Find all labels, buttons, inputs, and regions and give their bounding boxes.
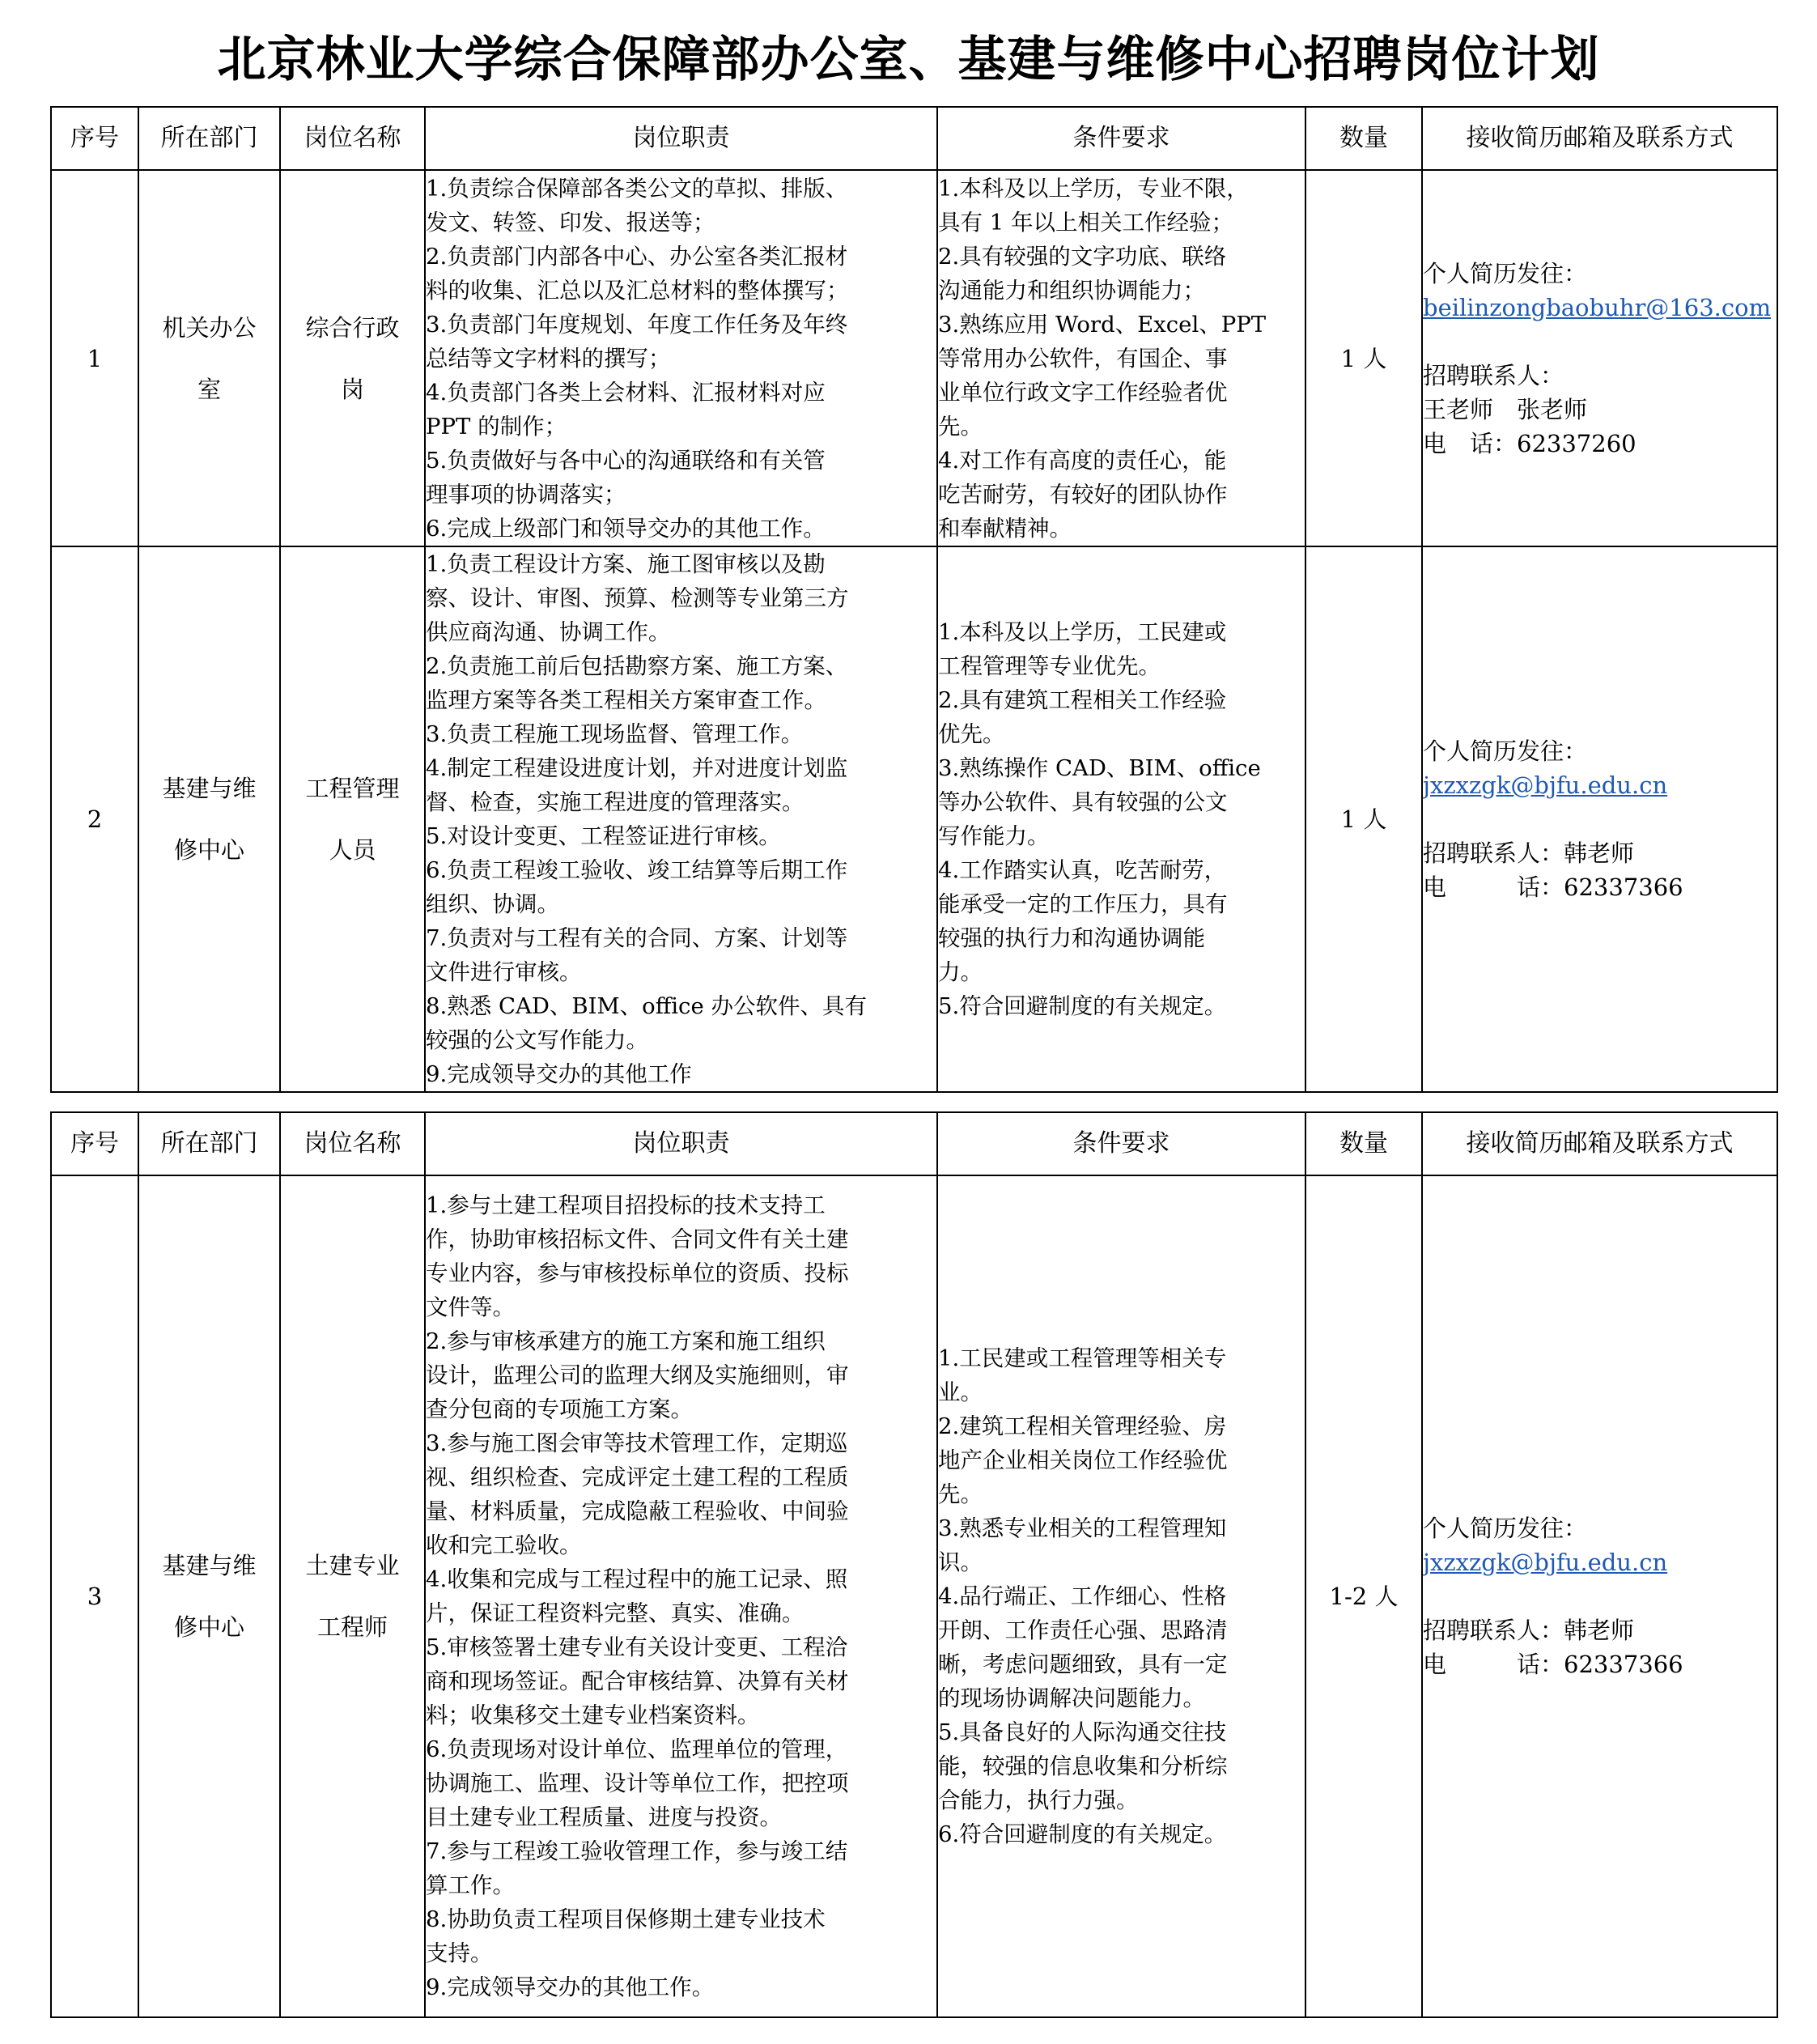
dept-line: 机关办公 [162, 313, 257, 342]
contact-person-label: 招聘联系人： [1423, 361, 1564, 389]
text-line: 设计，监理公司的监理大纲及实施细则，审 [426, 1362, 849, 1388]
text-line: 组织、协调。 [426, 891, 559, 917]
text-line: 合能力，执行力强。 [938, 1787, 1139, 1813]
row-requirements [937, 546, 1305, 1092]
row-count: 1 人 [1305, 546, 1422, 1092]
text-line: 5.符合回避制度的有关规定。 [938, 993, 1227, 1019]
text-line: 先。 [938, 413, 983, 440]
position-line: 工程师 [316, 1613, 388, 1641]
header-duties: 岗位职责 [425, 107, 937, 170]
dept-line: 修中心 [173, 836, 244, 864]
row-count: 1 人 [1305, 170, 1422, 546]
text-line: 督、检查，实施工程进度的管理落实。 [426, 789, 804, 815]
text-line: 业单位行政文字工作经验者优 [938, 379, 1228, 406]
row-duties [425, 546, 937, 1092]
text-line: 4.收集和完成与工程过程中的施工记录、照 [426, 1566, 848, 1592]
row-no: 1 [51, 170, 138, 546]
text-line: 优先。 [938, 721, 1005, 747]
text-line: 3.熟练操作 CAD、BIM、office [938, 755, 1261, 781]
text-line: 具有 1 年以上相关工作经验； [938, 209, 1233, 236]
text-line: 3.负责部门年度规划、年度工作任务及年终 [426, 311, 848, 338]
text-line: 9.完成领导交办的其他工作。 [426, 1974, 715, 2000]
text-line: 和奉献精神。 [938, 515, 1072, 542]
row-count: 1-2 人 [1305, 1175, 1422, 2017]
text-line: 供应商沟通、协调工作。 [426, 619, 671, 645]
text-line: 监理方案等各类工程相关方案审查工作。 [426, 687, 826, 713]
text-line: 支持。 [426, 1940, 493, 1966]
text-line: 8.熟悉 CAD、BIM、office 办公软件、具有 [426, 993, 867, 1019]
text-line: 5.对设计变更、工程签证进行审核。 [426, 823, 781, 849]
contact-phone: 电 话：62337260 [1423, 429, 1637, 457]
row-dept [138, 546, 280, 1092]
header-requirements: 条件要求 [937, 1112, 1305, 1175]
text-line: 作，协助审核招标文件、合同文件有关土建 [426, 1226, 849, 1252]
resume-label: 个人简历发往： [1423, 737, 1588, 765]
header-duties: 岗位职责 [425, 1112, 937, 1175]
row-position [280, 1175, 425, 2017]
table-row [51, 546, 1777, 1092]
text-line: 察、设计、审图、预算、检测等专业第三方 [426, 585, 849, 611]
header-no: 序号 [51, 107, 138, 170]
spacer [1423, 325, 1777, 359]
header-position: 岗位名称 [280, 1112, 425, 1175]
text-line: 目土建专业工程质量、进度与投资。 [426, 1804, 782, 1830]
text-line: 2.负责施工前后包括勘察方案、施工方案、 [426, 653, 848, 679]
contact-person: 王老师 张老师 [1423, 395, 1588, 423]
text-line: 2.参与审核承建方的施工方案和施工组织 [426, 1328, 826, 1354]
row-dept [138, 1175, 280, 2017]
text-line: 片，保证工程资料完整、真实、准确。 [426, 1600, 804, 1626]
row-position [280, 170, 425, 546]
text-line: 查分包商的专项施工方案。 [426, 1396, 693, 1422]
dept-line: 室 [197, 375, 221, 403]
header-requirements: 条件要求 [937, 107, 1305, 170]
header-count: 数量 [1305, 107, 1422, 170]
text-line: 4.制定工程建设进度计划，并对进度计划监 [426, 755, 848, 781]
row-contact [1422, 1175, 1777, 2017]
row-no: 2 [51, 546, 138, 1092]
text-line: 沟通能力和组织协调能力； [938, 277, 1205, 304]
text-line: 2.具有建筑工程相关工作经验 [938, 687, 1227, 713]
text-line: 吃苦耐劳，有较好的团队协作 [938, 481, 1228, 508]
table-row [51, 1175, 1777, 2017]
text-line: 能，较强的信息收集和分析综 [938, 1753, 1228, 1779]
text-line: 等常用办公软件，有国企、事 [938, 345, 1228, 372]
text-line: 先。 [938, 1481, 983, 1507]
header-row [51, 107, 1777, 170]
text-line: 1.参与土建工程项目招投标的技术支持工 [426, 1192, 826, 1218]
dept-line: 基建与维 [162, 775, 257, 802]
text-line: 3.熟练应用 Word、Excel、PPT [938, 311, 1267, 338]
text-line: 商和现场签证。配合审核结算、决算有关材 [426, 1668, 849, 1694]
header-position: 岗位名称 [280, 107, 425, 170]
text-line: 写作能力。 [938, 823, 1050, 849]
header-row [51, 1112, 1777, 1175]
position-line: 工程管理 [305, 775, 400, 802]
row-duties [425, 170, 937, 546]
text-line: 4.工作踏实认真，吃苦耐劳， [938, 857, 1227, 883]
text-line: 较强的公文写作能力。 [426, 1027, 648, 1053]
header-dept: 所在部门 [138, 1112, 280, 1175]
table-row [51, 170, 1777, 546]
row-contact [1422, 170, 1777, 546]
text-line: 8.协助负责工程项目保修期土建专业技术 [426, 1906, 826, 1932]
text-line: 识。 [938, 1549, 983, 1575]
text-line: 4.对工作有高度的责任心，能 [938, 447, 1227, 474]
text-line: 1.本科及以上学历，专业不限， [938, 175, 1249, 202]
position-line: 岗 [340, 375, 364, 403]
resume-label: 个人简历发往： [1423, 259, 1588, 287]
email-link[interactable]: beilinzongbaobuhr@163.com [1423, 293, 1772, 321]
text-line: 5.具备良好的人际沟通交往技 [938, 1719, 1227, 1745]
text-line: PPT 的制作； [426, 413, 567, 440]
text-line: 等办公软件、具有较强的公文 [938, 789, 1228, 815]
dept-line: 修中心 [173, 1613, 244, 1641]
position-line: 土建专业 [305, 1552, 400, 1579]
text-line: 总结等文字材料的撰写； [426, 345, 671, 372]
header-contact: 接收简历邮箱及联系方式 [1422, 107, 1777, 170]
row-no: 3 [51, 1175, 138, 2017]
text-line: 3.参与施工图会审等技术管理工作，定期巡 [426, 1430, 848, 1456]
text-line: 9.完成领导交办的其他工作 [426, 1061, 692, 1087]
position-line: 人员 [329, 836, 376, 864]
text-line: 量、材料质量，完成隐蔽工程验收、中间验 [426, 1498, 849, 1524]
text-line: 能承受一定的工作压力，具有 [938, 891, 1228, 917]
row-position [280, 546, 425, 1092]
text-line: 工程管理等专业优先。 [938, 653, 1161, 679]
spacer [1423, 802, 1777, 836]
recruitment-table-2 [50, 1111, 1778, 2018]
contact-phone: 电 话：62337366 [1423, 1651, 1683, 1678]
email-link[interactable]: jxzxzgk@bjfu.edu.cn [1423, 1549, 1668, 1576]
text-line: 2.具有较强的文字功底、联络 [938, 243, 1227, 270]
text-line: 3.负责工程施工现场监督、管理工作。 [426, 721, 804, 747]
text-line: 料；收集移交土建专业档案资料。 [426, 1702, 760, 1728]
contact-phone: 电 话：62337366 [1423, 873, 1683, 901]
header-no: 序号 [51, 1112, 138, 1175]
row-dept [138, 170, 280, 546]
text-line: 1.本科及以上学历，工民建或 [938, 619, 1227, 645]
text-line: 理事项的协调落实； [426, 481, 626, 508]
row-contact [1422, 546, 1777, 1092]
text-line: 业。 [938, 1379, 983, 1405]
text-line: 6.符合回避制度的有关规定。 [938, 1821, 1227, 1847]
text-line: 1.负责工程设计方案、施工图审核以及勘 [426, 551, 826, 577]
text-line: 收和完工验收。 [426, 1532, 582, 1558]
resume-label: 个人简历发往： [1423, 1515, 1588, 1542]
header-dept: 所在部门 [138, 107, 280, 170]
text-line: 晰，考虑问题细致，具有一定 [938, 1651, 1228, 1677]
header-contact: 接收简历邮箱及联系方式 [1422, 1112, 1777, 1175]
row-requirements [937, 1175, 1305, 2017]
text-line: 6.负责现场对设计单位、监理单位的管理， [426, 1736, 848, 1762]
text-line: 5.负责做好与各中心的沟通联络和有关管 [426, 447, 826, 474]
text-line: 视、组织检查、完成评定土建工程的工程质 [426, 1464, 849, 1490]
contact-person-label: 招聘联系人：韩老师 [1423, 839, 1635, 867]
text-line: 力。 [938, 959, 983, 985]
text-line: 5.审核签署土建专业有关设计变更、工程洽 [426, 1634, 848, 1660]
text-line: 2.负责部门内部各中心、办公室各类汇报材 [426, 243, 848, 270]
text-line: 1.工民建或工程管理等相关专 [938, 1345, 1227, 1371]
text-line: 文件等。 [426, 1294, 515, 1320]
position-line: 综合行政 [305, 313, 400, 342]
row-duties [425, 1175, 937, 2017]
spacer [1423, 1579, 1777, 1613]
text-line: 7.参与工程竣工验收管理工作，参与竣工结 [426, 1838, 848, 1864]
contact-person-label: 招聘联系人：韩老师 [1423, 1617, 1635, 1644]
page-title: 北京林业大学综合保障部办公室、基建与维修中心招聘岗位计划 [217, 32, 1600, 88]
text-line: 较强的执行力和沟通协调能 [938, 925, 1205, 951]
text-line: 地产企业相关岗位工作经验优 [938, 1447, 1228, 1473]
text-line: 6.完成上级部门和领导交办的其他工作。 [426, 515, 826, 542]
text-line: 4.负责部门各类上会材料、汇报材料对应 [426, 379, 826, 406]
row-requirements [937, 170, 1305, 546]
text-line: 1.负责综合保障部各类公文的草拟、排版、 [426, 175, 848, 202]
text-line: 开朗、工作责任心强、思路清 [938, 1617, 1228, 1643]
text-line: 7.负责对与工程有关的合同、方案、计划等 [426, 925, 848, 951]
text-line: 协调施工、监理、设计等单位工作，把控项 [426, 1770, 849, 1796]
text-line: 文件进行审核。 [426, 959, 582, 985]
text-line: 4.品行端正、工作细心、性格 [938, 1583, 1227, 1609]
text-line: 2.建筑工程相关管理经验、房 [938, 1413, 1227, 1439]
recruitment-table-1 [50, 106, 1778, 1093]
email-link[interactable]: jxzxzgk@bjfu.edu.cn [1423, 771, 1668, 799]
text-line: 3.熟悉专业相关的工程管理知 [938, 1515, 1227, 1541]
text-line: 的现场协调解决问题能力。 [938, 1685, 1205, 1711]
text-line: 6.负责工程竣工验收、竣工结算等后期工作 [426, 857, 848, 883]
dept-line: 基建与维 [162, 1552, 257, 1579]
text-line: 发文、转签、印发、报送等； [426, 209, 715, 236]
text-line: 料的收集、汇总以及汇总材料的整体撰写； [426, 277, 849, 304]
text-line: 专业内容，参与审核投标单位的资质、投标 [426, 1260, 849, 1286]
text-line: 算工作。 [426, 1872, 515, 1898]
header-count: 数量 [1305, 1112, 1422, 1175]
